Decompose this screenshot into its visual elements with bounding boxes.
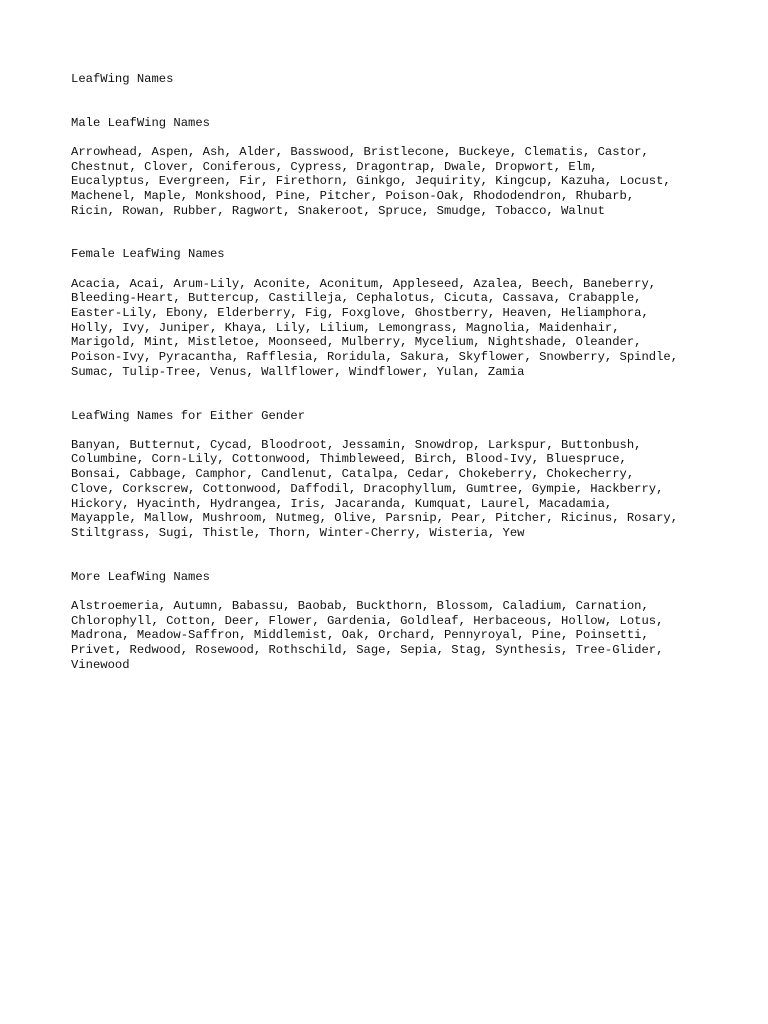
either-gender-names-section — [71, 409, 711, 541]
names-line: Madrona, Meadow-Saffron, Middlemist, Oak, Orchard, Pennyroyal, Pine, Poinsetti, — [71, 628, 649, 643]
names-line: Chestnut, Clover, Coniferous, Cypress, Dragontrap, Dwale, Dropwort, Elm, — [71, 159, 598, 174]
names-line: Easter-Lily, Ebony, Elderberry, Fig, Foxglove, Ghostberry, Heaven, Heliamphora, — [71, 306, 649, 321]
names-line: Chlorophyll, Cotton, Deer, Flower, Gardenia, Goldleaf, Herbaceous, Hollow, Lotus, — [71, 613, 664, 628]
names-line: Clove, Corkscrew, Cottonwood, Daffodil, Dracophyllum, Gumtree, Gympie, Hackberry, — [71, 481, 664, 496]
names-line: Arrowhead, Aspen, Ash, Alder, Basswood, Bristlecone, Buckeye, Clematis, Castor, — [71, 144, 649, 159]
names-line: Marigold, Mint, Mistletoe, Moonseed, Mulberry, Mycelium, Nightshade, Oleander, — [71, 335, 642, 350]
names-line: Machenel, Maple, Monkshood, Pine, Pitcher, Poison-Oak, Rhododendron, Rhubarb, — [71, 189, 635, 204]
names-line: Banyan, Butternut, Cycad, Bloodroot, Jessamin, Snowdrop, Larkspur, Buttonbush, — [71, 437, 642, 452]
section-heading-more: More LeafWing Names — [71, 569, 210, 584]
more-names-list — [71, 599, 711, 673]
names-line: Poison-Ivy, Pyracantha, Rafflesia, Roridula, Sakura, Skyflower, Snowberry, Spindle, — [71, 350, 679, 365]
names-line: Ricin, Rowan, Rubber, Ragwort, Snakeroot, Spruce, Smudge, Tobacco, Walnut — [71, 203, 605, 218]
either-gender-names-list — [71, 438, 711, 541]
section-heading-male: Male LeafWing Names — [71, 115, 210, 130]
names-line: Acacia, Acai, Arum-Lily, Aconite, Aconitum, Appleseed, Azalea, Beech, Baneberry, — [71, 276, 657, 291]
names-line: Alstroemeria, Autumn, Babassu, Baobab, Buckthorn, Blossom, Caladium, Carnation, — [71, 598, 649, 613]
names-line: Mayapple, Mallow, Mushroom, Nutmeg, Olive, Parsnip, Pear, Pitcher, Ricinus, Rosary, — [71, 511, 679, 526]
names-line: Eucalyptus, Evergreen, Fir, Firethorn, Ginkgo, Jequirity, Kingcup, Kazuha, Locust, — [71, 174, 671, 189]
names-line: Privet, Redwood, Rosewood, Rothschild, Sage, Sepia, Stag, Synthesis, Tree-Glider, — [71, 642, 664, 657]
names-line: Bleeding-Heart, Buttercup, Castilleja, Cephalotus, Cicuta, Cassava, Crabapple, — [71, 291, 642, 306]
section-heading-either-gender: LeafWing Names for Either Gender — [71, 408, 306, 423]
names-line: Holly, Ivy, Juniper, Khaya, Lily, Lilium, Lemongrass, Magnolia, Maidenhair, — [71, 320, 620, 335]
page-title: LeafWing Names — [71, 72, 174, 86]
names-line: Hickory, Hyacinth, Hydrangea, Iris, Jacaranda, Kumquat, Laurel, Macadamia, — [71, 496, 613, 511]
document-page — [71, 72, 711, 701]
more-names-section — [71, 570, 711, 673]
names-line: Stiltgrass, Sugi, Thistle, Thorn, Winter-Cherry, Wisteria, Yew — [71, 525, 525, 540]
names-line: Bonsai, Cabbage, Camphor, Candlenut, Catalpa, Cedar, Chokeberry, Chokecherry, — [71, 467, 635, 482]
names-line: Columbine, Corn-Lily, Cottonwood, Thimbleweed, Birch, Blood-Ivy, Bluespruce, — [71, 452, 627, 467]
female-names-list — [71, 277, 711, 380]
names-line: Vinewood — [71, 657, 130, 672]
male-names-list — [71, 145, 711, 219]
names-line: Sumac, Tulip-Tree, Venus, Wallflower, Windflower, Yulan, Zamia — [71, 364, 525, 379]
female-names-section — [71, 247, 711, 379]
section-heading-female: Female LeafWing Names — [71, 247, 225, 262]
male-names-section — [71, 116, 711, 219]
